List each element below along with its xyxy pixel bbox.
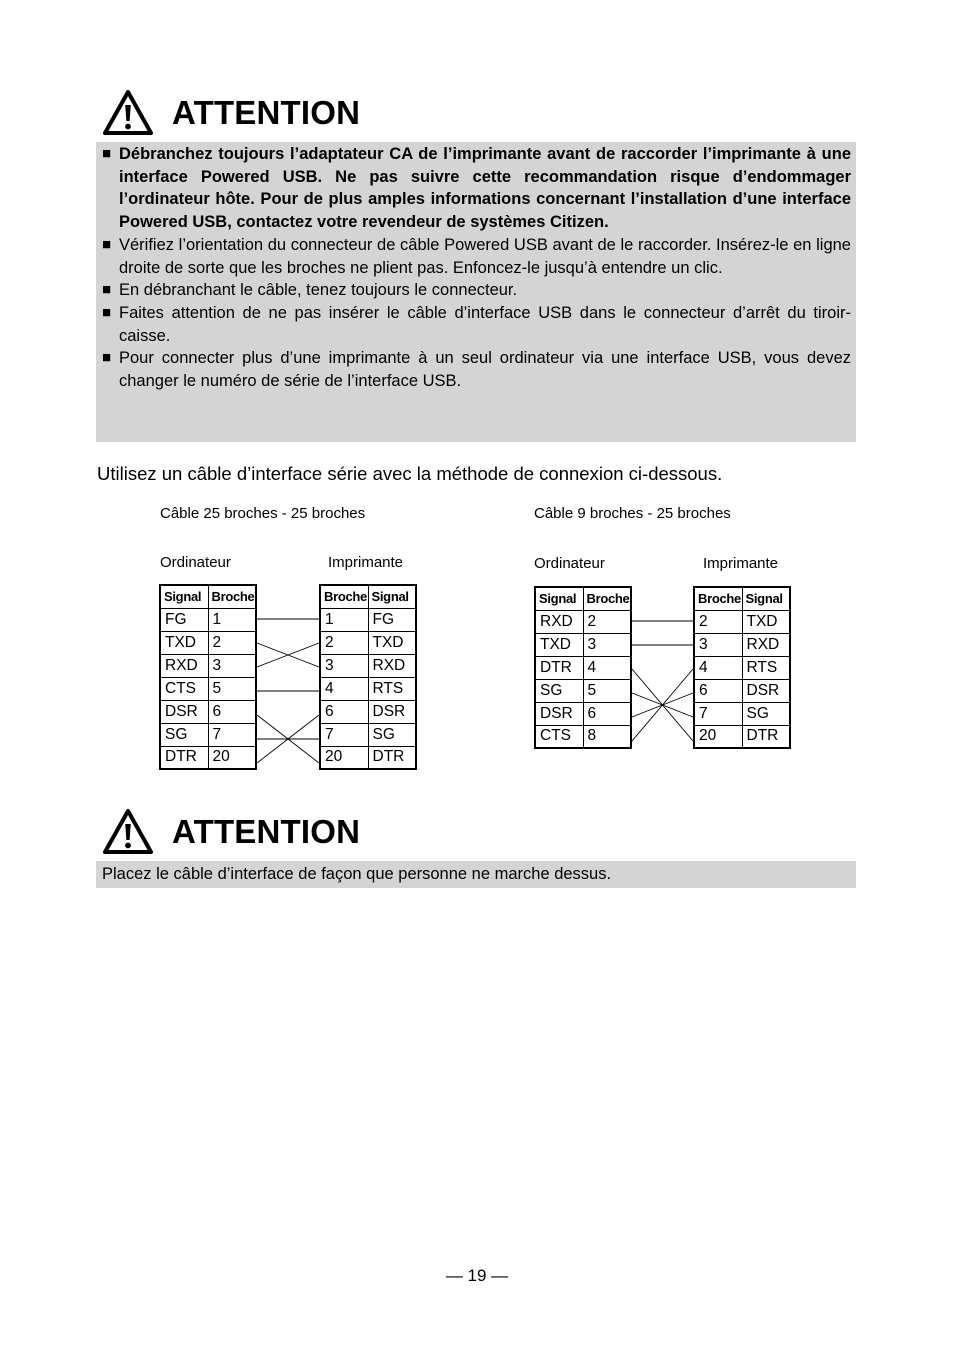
table-row	[694, 702, 790, 725]
pin-cell: RTS	[368, 677, 416, 700]
table-row	[320, 723, 416, 746]
pin-cell: 2	[583, 610, 631, 633]
bullet-square-icon: ■	[102, 281, 112, 299]
bullet-text: Pour connecter plus d’une imprimante à un seul ordinateur via une interface USB, vous devez changer le numéro de série de l’interface USB.	[119, 349, 851, 391]
attention-heading-1	[102, 89, 360, 137]
pin-cell: CTS	[535, 725, 583, 748]
pin-cell: RXD	[368, 654, 416, 677]
table-row	[694, 656, 790, 679]
pin-table-header: Signal	[535, 587, 583, 610]
warning-triangle-icon	[102, 808, 154, 856]
pin-cell: 20	[208, 746, 256, 769]
attention-bullet	[102, 279, 851, 302]
table-row	[694, 679, 790, 702]
pin-cell: DSR	[160, 700, 208, 723]
attention-box-2	[96, 861, 856, 888]
attention-bullet	[102, 143, 851, 234]
cable9-left-table	[534, 586, 632, 749]
table-row	[160, 700, 256, 723]
table-row	[694, 610, 790, 633]
pin-cell: SG	[742, 702, 790, 725]
pin-cell: 3	[320, 654, 368, 677]
pin-cell: RXD	[535, 610, 583, 633]
pin-cell: 3	[583, 633, 631, 656]
pin-cell: FG	[160, 608, 208, 631]
pin-cell: 6	[583, 702, 631, 725]
pin-cell: 1	[320, 608, 368, 631]
pin-cell: 7	[694, 702, 742, 725]
cable9-left-label: Ordinateur	[534, 555, 605, 572]
table-row	[160, 723, 256, 746]
table-row	[320, 608, 416, 631]
cable9-wires	[632, 586, 693, 786]
pin-cell: RTS	[742, 656, 790, 679]
pin-cell: 8	[583, 725, 631, 748]
pin-cell: 5	[208, 677, 256, 700]
pin-table-header: Broche	[320, 585, 368, 608]
pin-table-header: Broche	[208, 585, 256, 608]
pin-cell: DSR	[535, 702, 583, 725]
pin-cell: 20	[320, 746, 368, 769]
pin-cell: DTR	[160, 746, 208, 769]
pin-cell: DSR	[742, 679, 790, 702]
pin-table-header: Signal	[368, 585, 416, 608]
attention-bullet	[102, 302, 851, 347]
table-row	[535, 725, 631, 748]
cable9-right-label: Imprimante	[703, 555, 779, 572]
attention-heading-2	[102, 808, 360, 856]
warning-triangle-icon	[102, 89, 154, 137]
bullet-square-icon: ■	[102, 303, 112, 321]
table-row	[535, 702, 631, 725]
bullet-text: Débranchez toujours l’adaptateur CA de l’imprimante avant de raccorder l’imprimante à une interface Powered USB. Ne pas suivre cette recommandation risque d’endommager l’ordinateur hôte. Pour de plus amples informations concernant l’installation d’une interface Powered USB, contactez votre revendeur de systèmes Citizen.	[119, 145, 851, 232]
pin-cell: 1	[208, 608, 256, 631]
table-row	[535, 633, 631, 656]
cable25-right-label: Imprimante	[328, 554, 404, 571]
pin-cell: TXD	[160, 631, 208, 654]
table-row	[320, 654, 416, 677]
pin-cell: 6	[320, 700, 368, 723]
bullet-square-icon: ■	[102, 349, 112, 367]
pin-cell: 2	[694, 610, 742, 633]
pin-cell: 3	[694, 633, 742, 656]
bullet-text: Faites attention de ne pas insérer le câble d’interface USB dans le connecteur d’arrêt du tiroir-caisse.	[119, 303, 851, 345]
table-row	[535, 610, 631, 633]
pin-cell: RXD	[742, 633, 790, 656]
page-number: — 19 —	[445, 1266, 509, 1285]
table-row	[694, 633, 790, 656]
table-row	[320, 700, 416, 723]
table-row	[694, 725, 790, 748]
table-row	[160, 608, 256, 631]
pin-cell: 6	[208, 700, 256, 723]
attention-title: ATTENTION	[172, 94, 361, 131]
pin-cell: 2	[208, 631, 256, 654]
pin-cell: DSR	[368, 700, 416, 723]
attention-bullet	[102, 234, 851, 279]
pin-cell: 4	[583, 656, 631, 679]
pin-cell: SG	[160, 723, 208, 746]
attention-title-2: ATTENTION	[172, 813, 361, 850]
table-row	[320, 631, 416, 654]
attention-box-1	[96, 142, 856, 442]
table-row	[320, 746, 416, 769]
table-row	[160, 654, 256, 677]
pin-cell: DTR	[742, 725, 790, 748]
table-row	[160, 677, 256, 700]
pin-cell: 5	[583, 679, 631, 702]
pin-cell: CTS	[160, 677, 208, 700]
pin-cell: 2	[320, 631, 368, 654]
pin-table-header: Signal	[160, 585, 208, 608]
pin-cell: 20	[694, 725, 742, 748]
pin-cell: 6	[694, 679, 742, 702]
pin-cell: RXD	[160, 654, 208, 677]
bullet-text: En débranchant le câble, tenez toujours le connecteur.	[119, 281, 518, 300]
intro-text: Utilisez un câble d’interface série avec la méthode de connexion ci-dessous.	[97, 463, 723, 484]
cable9-title: Câble 9 broches - 25 broches	[534, 505, 731, 522]
pin-cell: TXD	[535, 633, 583, 656]
pin-cell: TXD	[742, 610, 790, 633]
pin-table-header: Signal	[742, 587, 790, 610]
attention-bullet	[102, 347, 851, 392]
table-row	[535, 679, 631, 702]
bullet-square-icon: ■	[102, 235, 112, 253]
cable25-right-table	[319, 584, 417, 770]
pin-cell: SG	[368, 723, 416, 746]
pin-cell: DTR	[535, 656, 583, 679]
pin-cell: DTR	[368, 746, 416, 769]
pin-cell: SG	[535, 679, 583, 702]
cable25-left-label: Ordinateur	[160, 554, 231, 571]
cable25-title: Câble 25 broches - 25 broches	[160, 505, 366, 522]
pin-cell: FG	[368, 608, 416, 631]
pin-cell: 4	[320, 677, 368, 700]
pin-cell: 7	[208, 723, 256, 746]
attention-2-text: Placez le câble d’interface de façon que personne ne marche dessus.	[102, 865, 612, 883]
table-row	[535, 656, 631, 679]
pin-table-header: Broche	[583, 587, 631, 610]
table-row	[320, 677, 416, 700]
pin-cell: 3	[208, 654, 256, 677]
cable9-right-table	[693, 586, 791, 749]
bullet-square-icon: ■	[102, 145, 112, 162]
pin-cell: 7	[320, 723, 368, 746]
pin-cell: 4	[694, 656, 742, 679]
bullet-text: Vérifiez l’orientation du connecteur de câble Powered USB avant de le raccorder. Insérez-le en ligne droite de sorte que les broches ne plient pas. Enfoncez-le jusqu’à entendre un clic.	[119, 235, 851, 277]
table-row	[160, 746, 256, 769]
pin-cell: TXD	[368, 631, 416, 654]
pin-table-header: Broche	[694, 587, 742, 610]
cable25-left-table	[159, 584, 257, 770]
table-row	[160, 631, 256, 654]
cable25-wires	[257, 584, 319, 784]
